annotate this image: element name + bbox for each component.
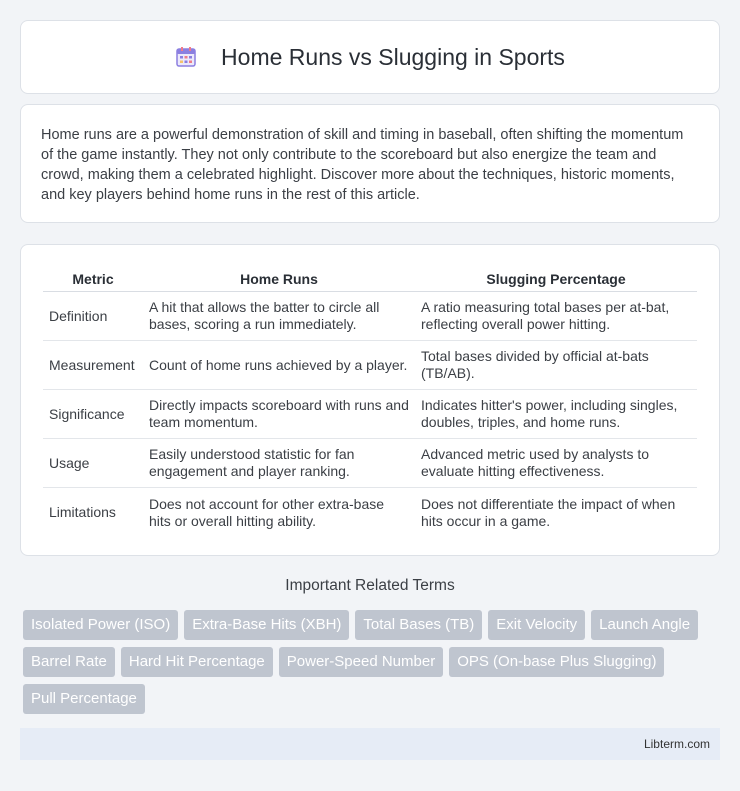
table-cell-home-runs: Directly impacts scoreboard with runs and team momentum.	[143, 390, 415, 439]
term-tag[interactable]: Exit Velocity	[488, 610, 585, 640]
table-cell-metric: Definition	[43, 292, 143, 341]
table-cell-home-runs: Easily understood statistic for fan engagement and player ranking.	[143, 439, 415, 488]
related-terms-list	[23, 610, 723, 714]
term-tag[interactable]: Hard Hit Percentage	[121, 647, 273, 677]
table-cell-home-runs: A hit that allows the batter to circle all bases, scoring a run immediately.	[143, 292, 415, 341]
table-header-row	[43, 265, 697, 292]
table-row	[43, 390, 697, 439]
table-cell-slugging: A ratio measuring total bases per at-bat, reflecting overall power hitting.	[415, 292, 697, 341]
table-cell-slugging: Indicates hitter's power, including singles, doubles, triples, and home runs.	[415, 390, 697, 439]
term-tag[interactable]: Isolated Power (ISO)	[23, 610, 178, 640]
table-cell-metric: Usage	[43, 439, 143, 488]
intro-card	[20, 104, 720, 223]
table-cell-slugging: Does not differentiate the impact of when hits occur in a game.	[421, 495, 676, 529]
intro-text: Home runs are a powerful demonstration of skill and timing in baseball, often shifting the momentum of the game instantly. They not only contribute to the scoreboard but also energize the team and crowd, making them a celebrated highlight. Discover more about the techniques, historic moments, and key players behind home runs in the rest of this article.	[41, 127, 684, 203]
term-tag[interactable]: Pull Percentage	[23, 684, 145, 714]
footer	[20, 728, 720, 760]
comparison-table-card	[20, 244, 720, 556]
column-header: Home Runs	[143, 265, 415, 292]
term-tag[interactable]: Launch Angle	[591, 610, 698, 640]
related-terms-title: Important Related Terms	[285, 577, 455, 594]
table-cell-metric: Measurement	[43, 341, 143, 390]
term-tag[interactable]: Total Bases (TB)	[355, 610, 482, 640]
column-header: Metric	[43, 265, 143, 292]
term-tag[interactable]: Extra-Base Hits (XBH)	[184, 610, 349, 640]
table-row	[43, 439, 697, 488]
comparison-table	[43, 265, 697, 537]
header-card	[20, 20, 720, 94]
table-cell-home-runs: Does not account for other extra-base hits or overall hitting ability.	[149, 495, 385, 529]
term-tag[interactable]: Power-Speed Number	[279, 647, 443, 677]
table-cell-slugging: Advanced metric used by analysts to evaluate hitting effectiveness.	[415, 439, 697, 488]
table-cell-metric: Limitations	[49, 504, 116, 520]
table-row	[43, 292, 697, 341]
table-cell-slugging: Total bases divided by official at-bats (TB/AB).	[415, 341, 697, 390]
table-cell-home-runs: Count of home runs achieved by a player.	[143, 341, 415, 390]
column-header: Slugging Percentage	[415, 265, 697, 292]
table-row	[43, 341, 697, 390]
term-tag[interactable]: Barrel Rate	[23, 647, 115, 677]
term-tag[interactable]: OPS (On-base Plus Slugging)	[449, 647, 664, 677]
page-title: Home Runs vs Slugging in Sports	[221, 43, 565, 70]
table-cell-metric: Significance	[43, 390, 143, 439]
calendar-icon	[175, 46, 197, 68]
table-row	[43, 488, 697, 537]
footer-site-link[interactable]: Libterm.com	[643, 737, 710, 751]
